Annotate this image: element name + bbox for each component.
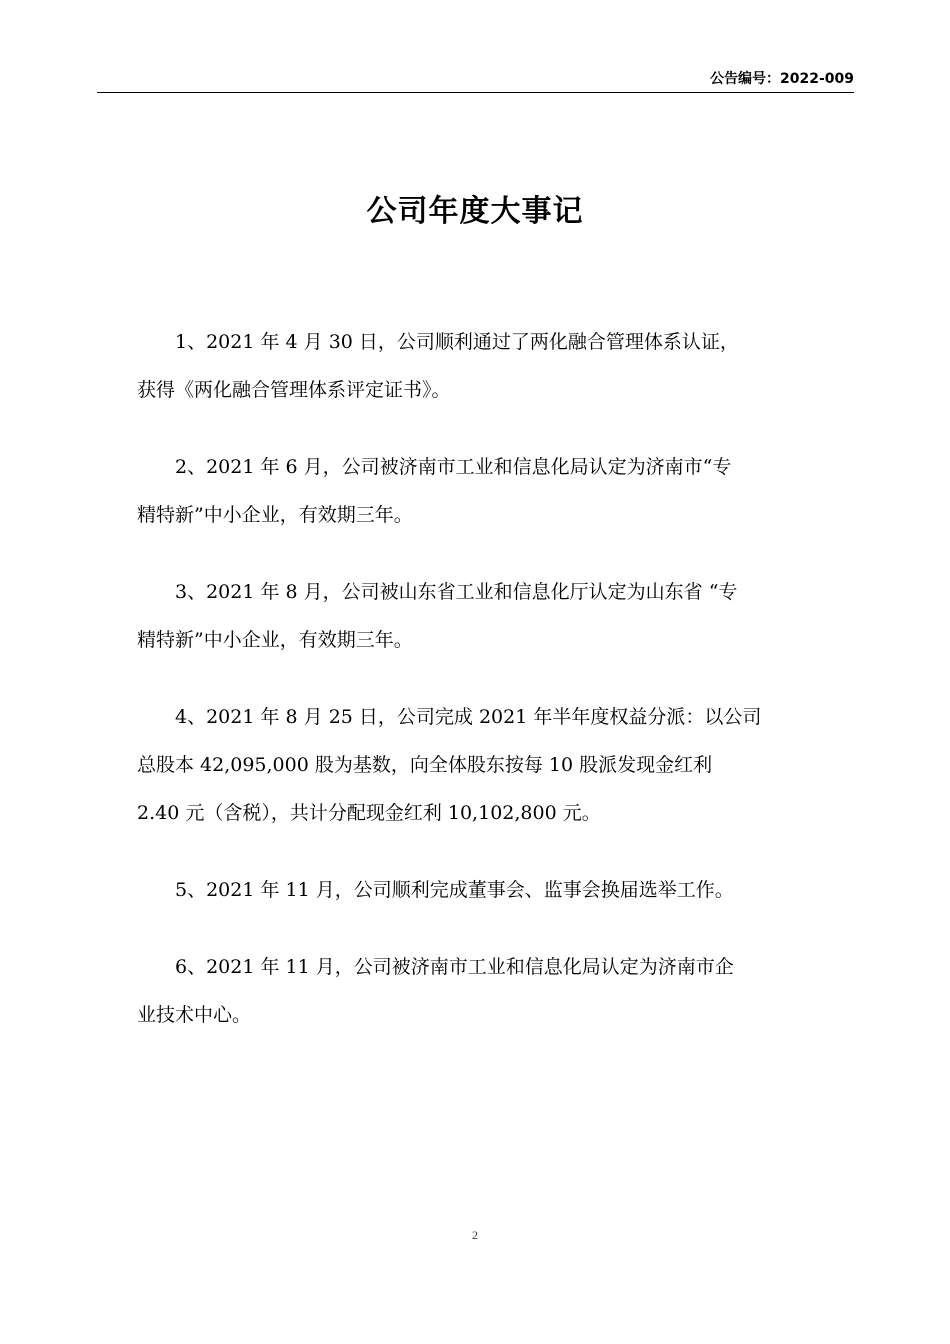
event-item-3: 3、2021 年 8 月，公司被山东省工业和信息化厅认定为山东省 “专 精特新”中小企业，有效期三年。	[137, 581, 738, 651]
page-header	[97, 68, 854, 93]
event-list	[137, 318, 815, 1068]
event-item-1: 1、2021 年 4 月 30 日，公司顺利通过了两化融合管理体系认证， 获得《两化融合管理体系评定证书》。	[137, 331, 739, 401]
page-number: 2	[472, 1228, 478, 1242]
page-title: 公司年度大事记	[366, 194, 584, 229]
event-item-5: 5、2021 年 11 月，公司顺利完成董事会、监事会换届选举工作。	[175, 879, 734, 901]
event-item-6: 6、2021 年 11 月，公司被济南市工业和信息化局认定为济南市企 业技术中心。	[137, 956, 734, 1026]
event-item-2: 2、2021 年 6 月，公司被济南市工业和信息化局认定为济南市“专 精特新”中小企业，有效期三年。	[137, 456, 732, 526]
announcement-number: 公告编号：2022-009	[710, 71, 854, 87]
event-item-4: 4、2021 年 8 月 25 日，公司完成 2021 年半年度权益分派：以公司 总股本 42,095,000 股为基数，向全体股东按每 10 股派发现金红利 2.40 元（含税），共计分配现金红利 10,102,800 元。	[137, 706, 762, 824]
